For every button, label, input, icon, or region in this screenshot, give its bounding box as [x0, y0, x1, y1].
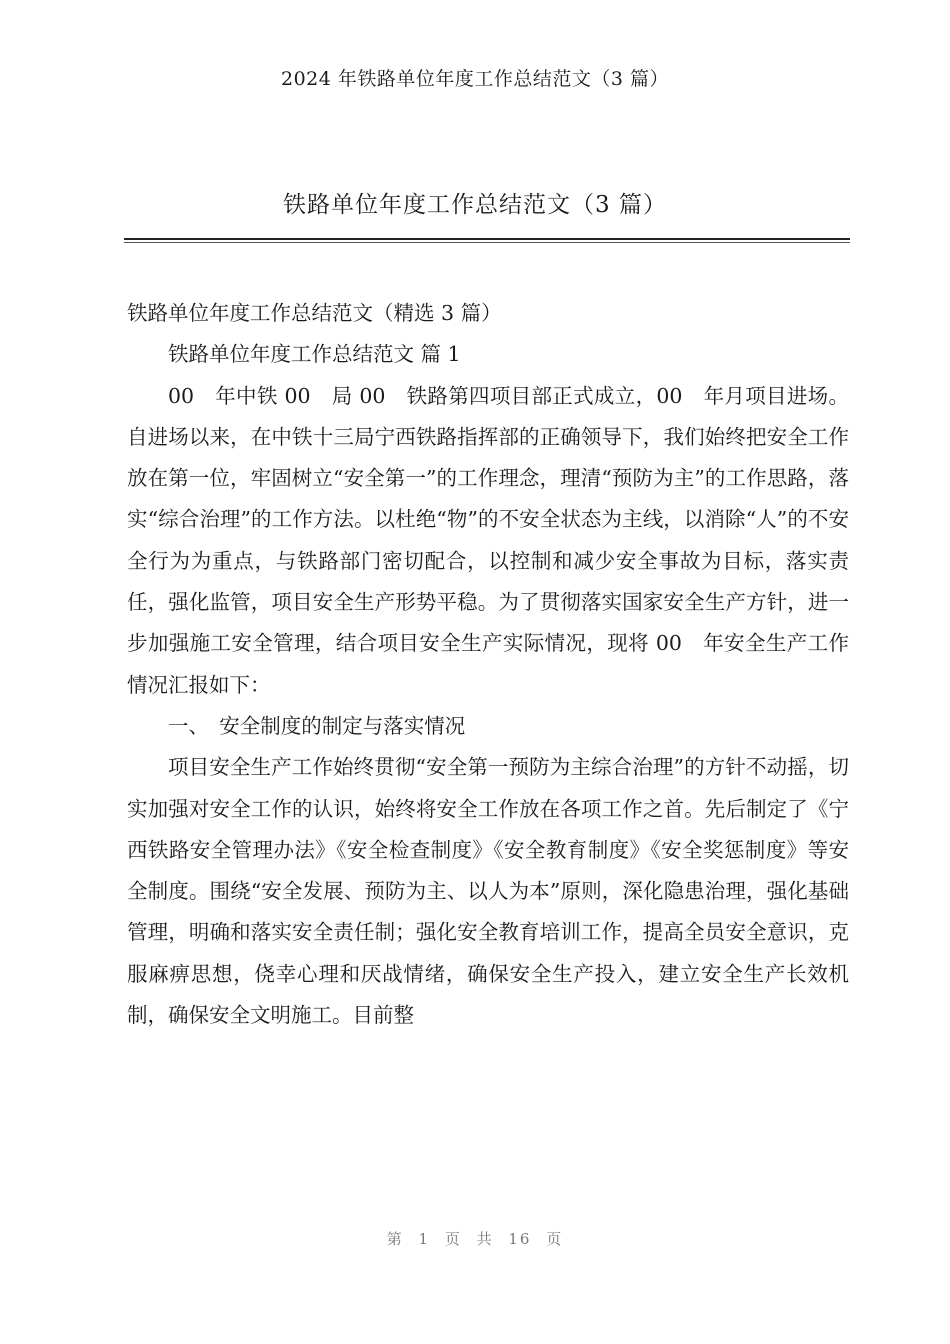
paragraph-safety-system: 项目安全生产工作始终贯彻“安全第一预防为主综合治理”的方针不动摇，切实加强对安全工作的认识，始终将安全工作放在各项工作之首。先后制定了《宁西铁路安全管理办法》《安全检查制度》《安全教育制度》《安全奖惩制度》等安全制度。围绕“安全发展、预防为主、以人为本”原则，深化隐患治理，强化基础管理，明确和落实安全责任制；强化安全教育培训工作，提高全员安全意识，克服麻痹思想，侥幸心理和厌战情绪，确保安全生产投入，建立安全生产长效机制，确保安全文明施工。目前整: [127, 755, 849, 1028]
title-rule-thin: [124, 242, 850, 243]
heading-safety-system: 一、 安全制度的制定与落实情况: [168, 713, 466, 738]
title-rule-thick: [124, 238, 850, 240]
running-header: 2024 年铁路单位年度工作总结范文（3 篇）: [280, 68, 670, 90]
section-heading: 铁路单位年度工作总结范文 篇 1: [168, 342, 461, 367]
document-body: [127, 293, 849, 1036]
paragraph-intro: 00 年中铁 00 局 00 铁路第四项目部正式成立，00 年月项目进场。自进场以来，在中铁十三局宁西铁路指挥部的正确领导下，我们始终把安全工作放在第一位，牢固树立“安全第一”的工作理念，理清“预防为主”的工作思路，落实“综合治理”的工作方法。以杜绝“物”的不安全状态为主线，以消除“人”的不安全行为为重点，与铁路部门密切配合，以控制和减少安全事故为目标，落实责任，强化监管，项目安全生产形势平稳。为了贯彻落实国家安全生产方针，进一步加强施工安全管理，结合项目安全生产实际情况，现将 00 年安全生产工作情况汇报如下：: [127, 383, 849, 697]
page-footer: 第 1 页 共 16 页: [386, 1230, 564, 1248]
document-subtitle: 铁路单位年度工作总结范文（精选 3 篇）: [127, 301, 502, 325]
document-title: 铁路单位年度工作总结范文（3 篇）: [283, 192, 667, 218]
